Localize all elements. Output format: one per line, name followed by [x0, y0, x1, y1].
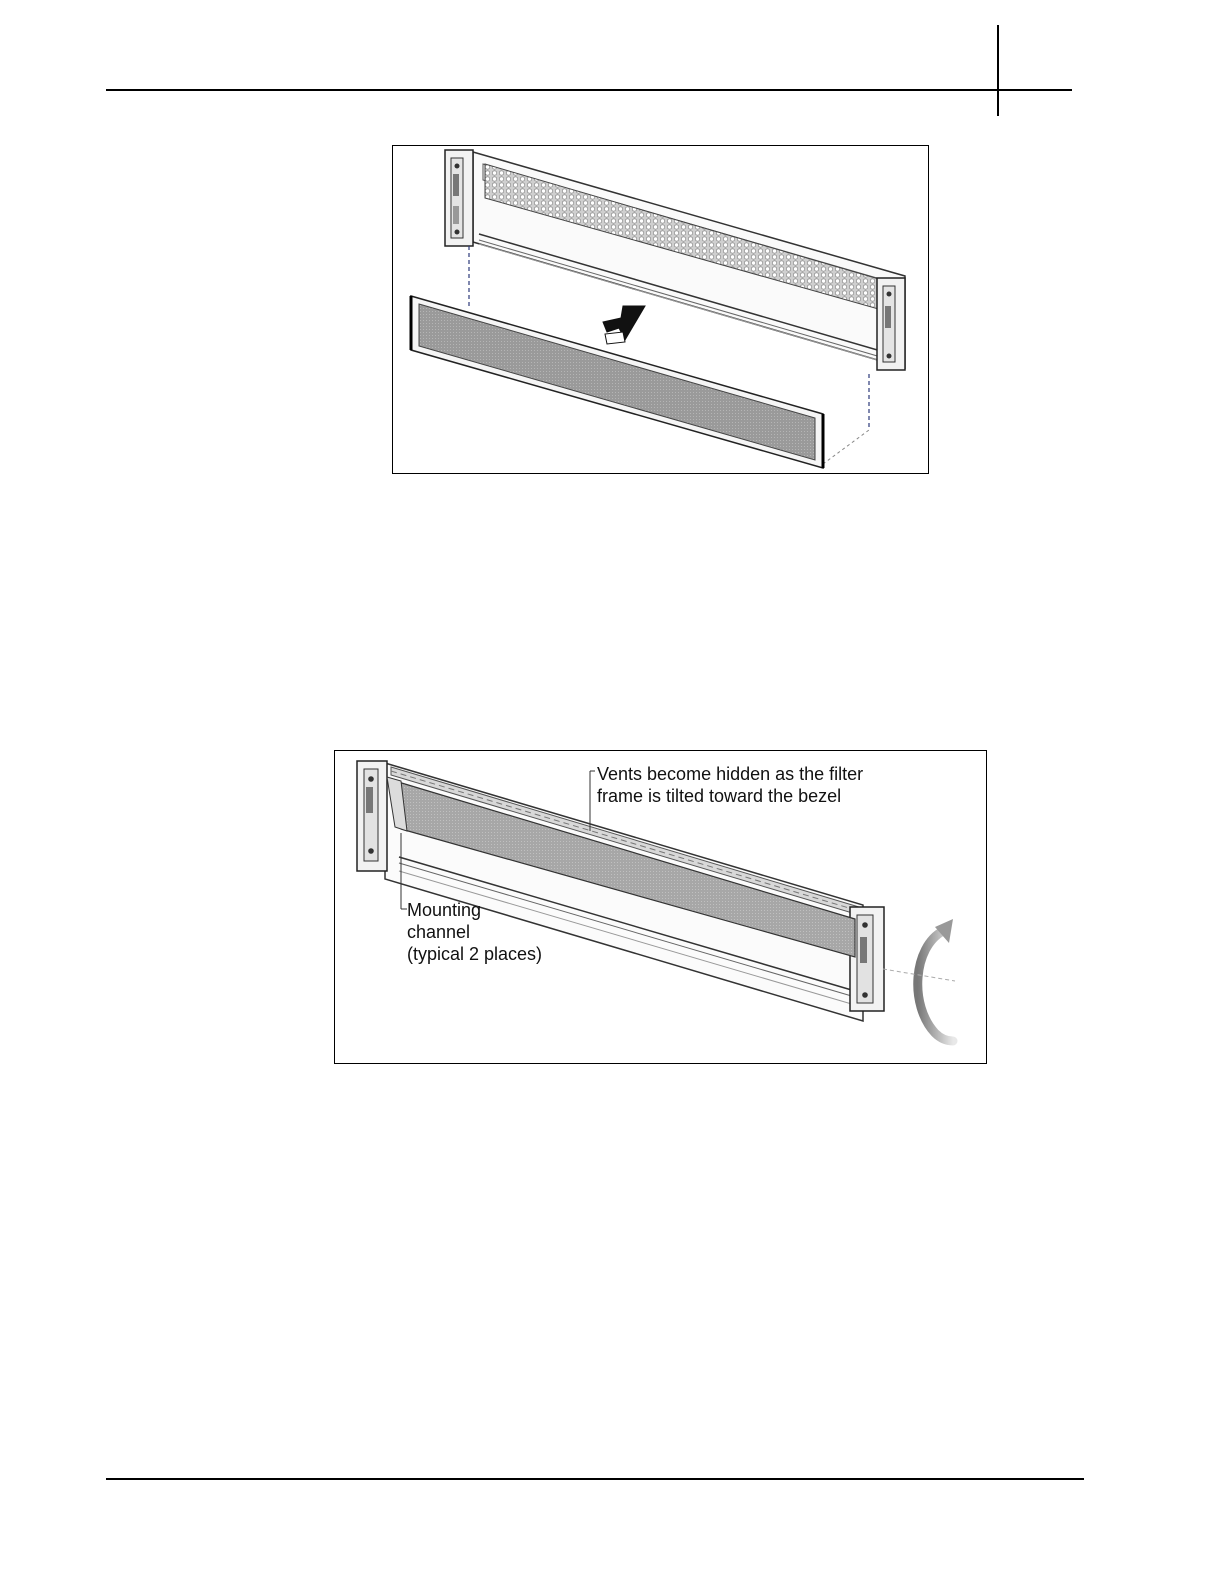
- callout-mounting-line3: (typical 2 places): [407, 944, 543, 964]
- header-rule: [106, 89, 1072, 91]
- callout-vents-line2: frame is tilted toward the bezel: [597, 786, 842, 806]
- callout-vents: [597, 763, 863, 807]
- callout-vents-line1: Vents become hidden as the filter: [597, 764, 864, 784]
- filter-insertion-illustration: [393, 146, 928, 473]
- header-tick: [997, 25, 999, 116]
- figure-filter-tilt: [334, 750, 987, 1064]
- callout-mounting-line1: Mounting: [407, 900, 482, 920]
- rotation-arrow-icon: [883, 919, 955, 1041]
- insertion-arrow-icon: [603, 306, 645, 344]
- bezel-left-end-cap: [357, 761, 387, 871]
- callout-mounting-channel: [407, 899, 542, 965]
- bezel-right-end-cap: [877, 278, 905, 370]
- bezel-left-end-cap: [445, 150, 473, 246]
- callout-mounting-line2: channel: [407, 922, 471, 942]
- figure-filter-insertion: [392, 145, 929, 474]
- footer-rule: [106, 1478, 1084, 1480]
